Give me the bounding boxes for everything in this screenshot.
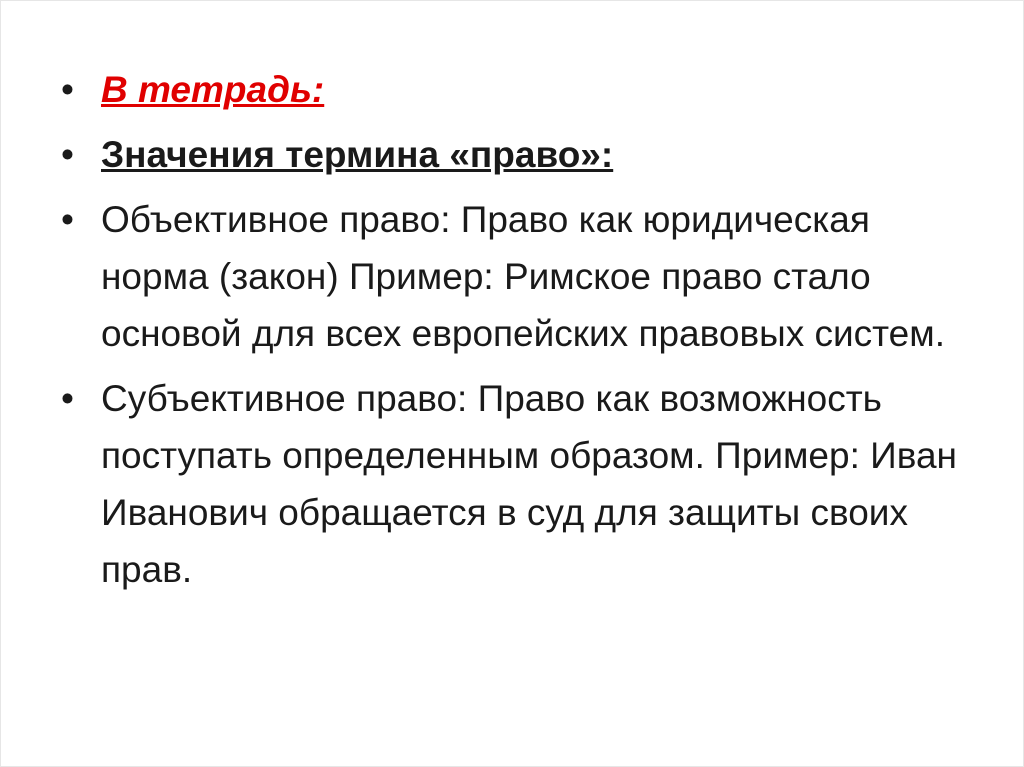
bullet-item-term-meanings <box>61 126 961 183</box>
bullet-item-notebook <box>61 61 961 118</box>
bullet-list <box>61 61 961 606</box>
bullet-dot-icon: • <box>61 134 74 175</box>
term-meanings-heading: Значения термина «право»: <box>101 134 614 175</box>
objective-law-text: Объективное право: Право как юридическая норма (закон) Пример: Римское право стало основой для всех европейских правовых систем. <box>101 199 945 354</box>
subjective-law-text: Субъективное право: Право как возможность поступать определенным образом. Пример: Иван Иванович обращается в суд для защиты своих прав. <box>101 378 957 590</box>
bullet-dot-icon: • <box>61 69 74 110</box>
bullet-item-objective-law <box>61 191 961 362</box>
bullet-item-subjective-law <box>61 370 961 598</box>
notebook-heading <box>101 69 324 110</box>
bullet-dot-icon: • <box>61 378 74 419</box>
bullet-dot-icon: • <box>61 199 74 240</box>
notebook-heading-text: В тетрадь: <box>101 69 325 110</box>
